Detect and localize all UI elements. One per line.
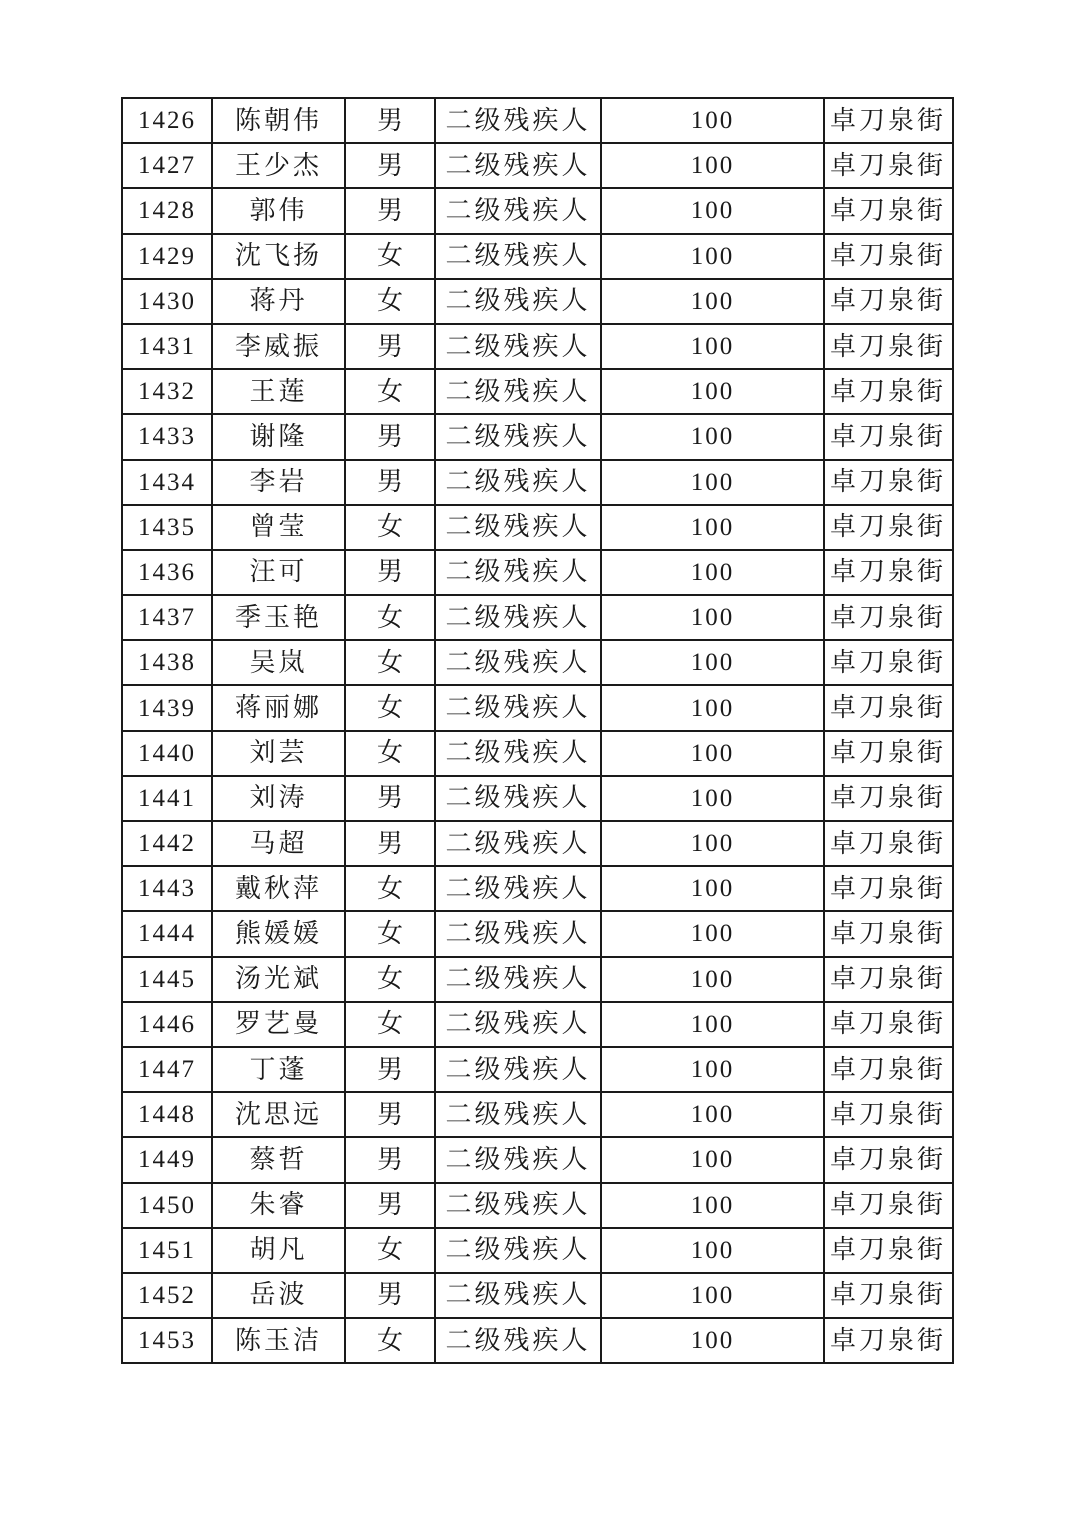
row-number-cell: 1451 [122,1228,212,1273]
table-row [122,1002,953,1047]
name-cell: 蔡哲 [212,1137,345,1182]
street-cell: 卓刀泉街 [824,369,953,414]
table-row [122,414,953,459]
gender-cell: 女 [345,957,435,1002]
gender-cell: 男 [345,460,435,505]
disability-level-cell: 二级残疾人 [435,595,601,640]
name-cell: 王莲 [212,369,345,414]
amount-cell: 100 [601,776,824,821]
gender-cell: 女 [345,234,435,279]
disability-level-cell: 二级残疾人 [435,1273,601,1318]
disability-level-cell: 二级残疾人 [435,414,601,459]
gender-cell: 女 [345,369,435,414]
gender-cell: 男 [345,1047,435,1092]
table-row [122,1092,953,1137]
name-cell: 谢隆 [212,414,345,459]
gender-cell: 女 [345,505,435,550]
row-number-cell: 1426 [122,98,212,143]
name-cell: 吴岚 [212,640,345,685]
amount-cell: 100 [601,460,824,505]
disability-level-cell: 二级残疾人 [435,279,601,324]
amount-cell: 100 [601,1183,824,1228]
table-row [122,505,953,550]
name-cell: 马超 [212,821,345,866]
table-row [122,279,953,324]
gender-cell: 男 [345,776,435,821]
table-row [122,776,953,821]
name-cell: 蒋丽娜 [212,685,345,730]
row-number-cell: 1434 [122,460,212,505]
name-cell: 丁蓬 [212,1047,345,1092]
subsidy-recipient-table [121,97,954,1364]
gender-cell: 女 [345,1228,435,1273]
name-cell: 戴秋萍 [212,866,345,911]
street-cell: 卓刀泉街 [824,550,953,595]
gender-cell: 男 [345,1273,435,1318]
name-cell: 李岩 [212,460,345,505]
amount-cell: 100 [601,550,824,595]
amount-cell: 100 [601,911,824,956]
disability-level-cell: 二级残疾人 [435,1047,601,1092]
row-number-cell: 1430 [122,279,212,324]
disability-level-cell: 二级残疾人 [435,460,601,505]
disability-level-cell: 二级残疾人 [435,369,601,414]
amount-cell: 100 [601,1002,824,1047]
gender-cell: 男 [345,98,435,143]
amount-cell: 100 [601,595,824,640]
row-number-cell: 1439 [122,685,212,730]
street-cell: 卓刀泉街 [824,821,953,866]
table-row [122,685,953,730]
disability-level-cell: 二级残疾人 [435,1228,601,1273]
disability-level-cell: 二级残疾人 [435,550,601,595]
row-number-cell: 1427 [122,143,212,188]
amount-cell: 100 [601,1047,824,1092]
table-row [122,821,953,866]
amount-cell: 100 [601,324,824,369]
row-number-cell: 1440 [122,731,212,776]
name-cell: 王少杰 [212,143,345,188]
amount-cell: 100 [601,279,824,324]
table-row [122,595,953,640]
table-row [122,234,953,279]
row-number-cell: 1437 [122,595,212,640]
name-cell: 曾莹 [212,505,345,550]
gender-cell: 男 [345,143,435,188]
name-cell: 沈飞扬 [212,234,345,279]
name-cell: 陈朝伟 [212,98,345,143]
row-number-cell: 1448 [122,1092,212,1137]
name-cell: 汤光斌 [212,957,345,1002]
street-cell: 卓刀泉街 [824,731,953,776]
disability-level-cell: 二级残疾人 [435,98,601,143]
table-row [122,460,953,505]
street-cell: 卓刀泉街 [824,866,953,911]
gender-cell: 男 [345,550,435,595]
street-cell: 卓刀泉街 [824,98,953,143]
street-cell: 卓刀泉街 [824,1228,953,1273]
disability-level-cell: 二级残疾人 [435,234,601,279]
street-cell: 卓刀泉街 [824,776,953,821]
table-row [122,143,953,188]
table-row [122,1228,953,1273]
street-cell: 卓刀泉街 [824,324,953,369]
name-cell: 汪可 [212,550,345,595]
row-number-cell: 1441 [122,776,212,821]
row-number-cell: 1431 [122,324,212,369]
disability-level-cell: 二级残疾人 [435,731,601,776]
gender-cell: 女 [345,866,435,911]
gender-cell: 女 [345,595,435,640]
street-cell: 卓刀泉街 [824,640,953,685]
table-row [122,324,953,369]
amount-cell: 100 [601,685,824,730]
gender-cell: 男 [345,1137,435,1182]
table-row [122,640,953,685]
street-cell: 卓刀泉街 [824,1047,953,1092]
name-cell: 蒋丹 [212,279,345,324]
disability-level-cell: 二级残疾人 [435,685,601,730]
street-cell: 卓刀泉街 [824,234,953,279]
disability-level-cell: 二级残疾人 [435,640,601,685]
name-cell: 罗艺曼 [212,1002,345,1047]
row-number-cell: 1442 [122,821,212,866]
disability-level-cell: 二级残疾人 [435,1318,601,1363]
amount-cell: 100 [601,1228,824,1273]
gender-cell: 男 [345,1092,435,1137]
amount-cell: 100 [601,143,824,188]
amount-cell: 100 [601,821,824,866]
name-cell: 刘芸 [212,731,345,776]
street-cell: 卓刀泉街 [824,685,953,730]
street-cell: 卓刀泉街 [824,1092,953,1137]
table-row [122,911,953,956]
row-number-cell: 1436 [122,550,212,595]
name-cell: 陈玉洁 [212,1318,345,1363]
street-cell: 卓刀泉街 [824,414,953,459]
name-cell: 胡凡 [212,1228,345,1273]
gender-cell: 男 [345,188,435,233]
street-cell: 卓刀泉街 [824,460,953,505]
table-row [122,98,953,143]
table-row [122,1183,953,1228]
disability-level-cell: 二级残疾人 [435,188,601,233]
row-number-cell: 1446 [122,1002,212,1047]
disability-level-cell: 二级残疾人 [435,143,601,188]
amount-cell: 100 [601,188,824,233]
gender-cell: 女 [345,279,435,324]
amount-cell: 100 [601,1092,824,1137]
table-row [122,1318,953,1363]
row-number-cell: 1433 [122,414,212,459]
amount-cell: 100 [601,1137,824,1182]
disability-level-cell: 二级残疾人 [435,911,601,956]
street-cell: 卓刀泉街 [824,1002,953,1047]
row-number-cell: 1443 [122,866,212,911]
row-number-cell: 1447 [122,1047,212,1092]
row-number-cell: 1452 [122,1273,212,1318]
amount-cell: 100 [601,369,824,414]
disability-level-cell: 二级残疾人 [435,324,601,369]
street-cell: 卓刀泉街 [824,1318,953,1363]
disability-level-cell: 二级残疾人 [435,957,601,1002]
disability-level-cell: 二级残疾人 [435,1002,601,1047]
row-number-cell: 1435 [122,505,212,550]
name-cell: 刘涛 [212,776,345,821]
disability-level-cell: 二级残疾人 [435,1092,601,1137]
table-row [122,550,953,595]
name-cell: 岳波 [212,1273,345,1318]
street-cell: 卓刀泉街 [824,188,953,233]
amount-cell: 100 [601,957,824,1002]
street-cell: 卓刀泉街 [824,279,953,324]
amount-cell: 100 [601,1318,824,1363]
gender-cell: 女 [345,685,435,730]
gender-cell: 女 [345,640,435,685]
row-number-cell: 1429 [122,234,212,279]
table-row [122,1137,953,1182]
table-row [122,1273,953,1318]
disability-level-cell: 二级残疾人 [435,776,601,821]
disability-level-cell: 二级残疾人 [435,866,601,911]
amount-cell: 100 [601,640,824,685]
street-cell: 卓刀泉街 [824,505,953,550]
name-cell: 沈思远 [212,1092,345,1137]
amount-cell: 100 [601,505,824,550]
amount-cell: 100 [601,414,824,459]
row-number-cell: 1428 [122,188,212,233]
disability-level-cell: 二级残疾人 [435,505,601,550]
disability-level-cell: 二级残疾人 [435,1183,601,1228]
name-cell: 朱睿 [212,1183,345,1228]
street-cell: 卓刀泉街 [824,1137,953,1182]
street-cell: 卓刀泉街 [824,957,953,1002]
table-row [122,866,953,911]
gender-cell: 男 [345,1183,435,1228]
gender-cell: 女 [345,1318,435,1363]
gender-cell: 男 [345,324,435,369]
table-row [122,369,953,414]
row-number-cell: 1445 [122,957,212,1002]
name-cell: 李威振 [212,324,345,369]
street-cell: 卓刀泉街 [824,1273,953,1318]
street-cell: 卓刀泉街 [824,143,953,188]
street-cell: 卓刀泉街 [824,1183,953,1228]
amount-cell: 100 [601,234,824,279]
table-row [122,1047,953,1092]
amount-cell: 100 [601,1273,824,1318]
gender-cell: 女 [345,731,435,776]
gender-cell: 男 [345,821,435,866]
gender-cell: 女 [345,911,435,956]
table-row [122,731,953,776]
row-number-cell: 1453 [122,1318,212,1363]
street-cell: 卓刀泉街 [824,911,953,956]
row-number-cell: 1449 [122,1137,212,1182]
amount-cell: 100 [601,98,824,143]
table-row [122,188,953,233]
gender-cell: 男 [345,414,435,459]
name-cell: 季玉艳 [212,595,345,640]
disability-level-cell: 二级残疾人 [435,1137,601,1182]
gender-cell: 女 [345,1002,435,1047]
row-number-cell: 1432 [122,369,212,414]
street-cell: 卓刀泉街 [824,595,953,640]
amount-cell: 100 [601,866,824,911]
name-cell: 熊媛媛 [212,911,345,956]
row-number-cell: 1450 [122,1183,212,1228]
row-number-cell: 1444 [122,911,212,956]
name-cell: 郭伟 [212,188,345,233]
table-body [122,98,953,1363]
row-number-cell: 1438 [122,640,212,685]
amount-cell: 100 [601,731,824,776]
disability-level-cell: 二级残疾人 [435,821,601,866]
table-row [122,957,953,1002]
